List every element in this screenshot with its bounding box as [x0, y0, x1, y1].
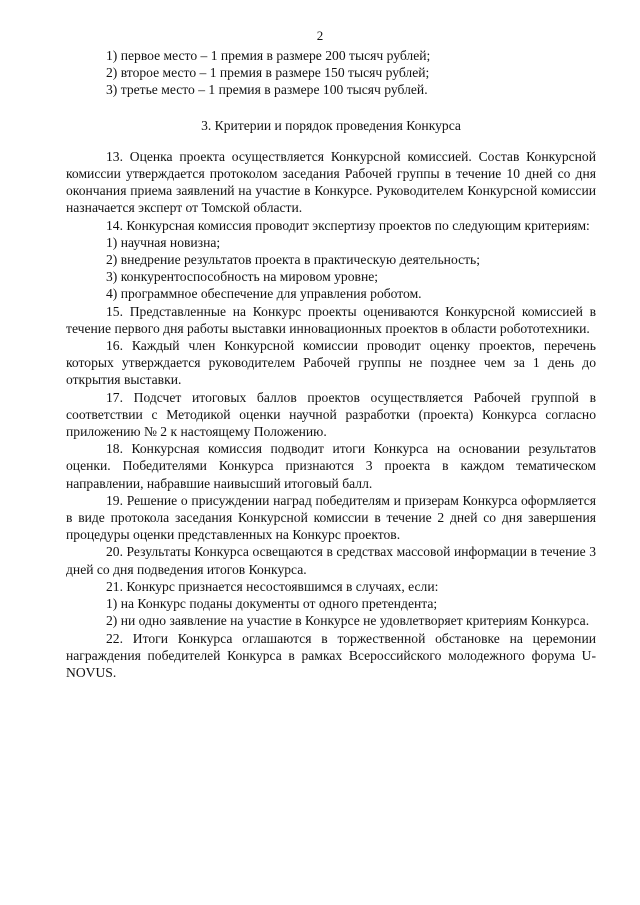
- paragraph-16: 16. Каждый член Конкурсной комиссии проводит оценку проектов, перечень которых утверждается руководителем Рабочей группы не позднее чем за 1 день до открытия выставки.: [66, 338, 596, 388]
- paragraph-17: 17. Подсчет итоговых баллов проектов осуществляется Рабочей группой в соответствии с Методикой оценки научной разработки (проекта) Конкурса согласно приложению № 2 к настоящему Положению.: [66, 389, 596, 440]
- paragraph-20: 20. Результаты Конкурса освещаются в средствах массовой информации в течение 3 дней со дня подведения итогов Конкурса.: [66, 544, 596, 577]
- prize-line: 3) третье место – 1 премия в размере 100 тысяч рублей.: [106, 82, 428, 98]
- paragraph-14: 14. Конкурсная комиссия проводит экспертизу проектов по следующим критериям:: [106, 217, 590, 233]
- criteria-item: 2) внедрение результатов проекта в практическую деятельность;: [106, 252, 481, 268]
- criteria-item: 4) программное обеспечение для управления роботом.: [106, 286, 422, 302]
- paragraph-22: 22. Итоги Конкурса оглашаются в торжественной обстановке на церемонии награждения победителей Конкурса в рамках Всероссийского молодежного форума U-NOVUS.: [66, 630, 596, 680]
- case-item: 2) ни одно заявление на участие в Конкурсе не удовлетворяет критериям Конкурса.: [106, 613, 590, 629]
- criteria-item: 3) конкурентоспособность на мировом уровне;: [106, 269, 379, 285]
- section-title: 3. Критерии и порядок проведения Конкурса: [201, 117, 461, 133]
- criteria-item: 1) научная новизна;: [106, 234, 221, 250]
- case-item: 1) на Конкурс поданы документы от одного претендента;: [106, 596, 438, 612]
- paragraph-21: 21. Конкурс признается несостоявшимся в случаях, если:: [106, 578, 439, 594]
- paragraph-15: 15. Представленные на Конкурс проекты оцениваются Конкурсной комиссией в течение первого дня работы выставки инновационных проектов в области робототехники.: [66, 303, 596, 336]
- paragraph-18: 18. Конкурсная комиссия подводит итоги Конкурса на основании результатов оценки. Победителями Конкурса признаются 3 проекта в каждом тематическом направлении, набравшие наивысший итоговый балл.: [66, 441, 596, 491]
- paragraph-19: 19. Решение о присуждении наград победителям и призерам Конкурса оформляется в виде протокола заседания Конкурсной комиссии в течение 2 дней со дня завершения процедуры оценки представленных на Конкурс проектов.: [66, 492, 596, 543]
- page-number: 2: [316, 28, 324, 43]
- prize-line: 2) второе место – 1 премия в размере 150 тысяч рублей;: [106, 65, 430, 81]
- prize-line: 1) первое место – 1 премия в размере 200 тысяч рублей;: [106, 48, 431, 63]
- paragraph-13: 13. Оценка проекта осуществляется Конкурсной комиссией. Состав Конкурсной комиссии утверждается протоколом заседания Рабочей группы в течение 10 дней со дня окончания приема заявлений на участие в Конкурсе. Руководителем Конкурсной комиссии назначается эксперт от Томской области.: [66, 148, 596, 216]
- document-body: [66, 47, 596, 681]
